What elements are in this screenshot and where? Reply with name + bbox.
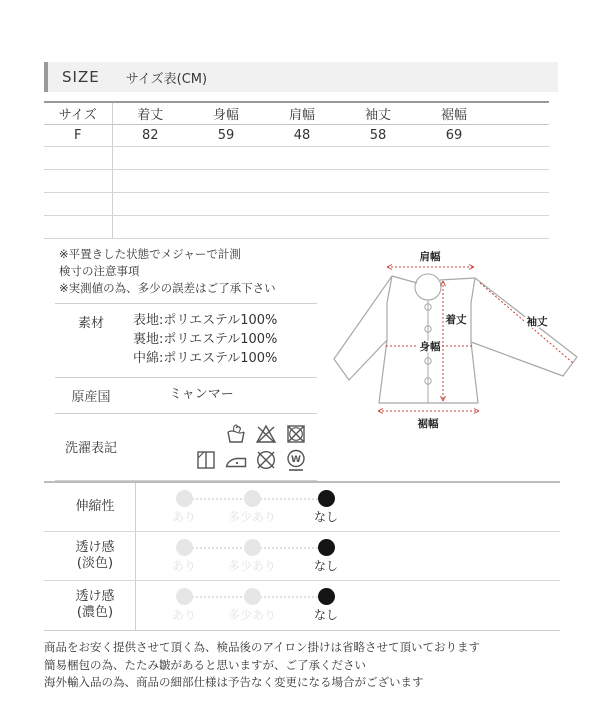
disclaimer-line: 商品をお安く提供させて頂く為、検品後のアイロン掛けは省略させて頂いております	[44, 639, 480, 654]
size-table-empty-row	[44, 215, 549, 238]
col-header-sleeve: 袖丈	[340, 102, 416, 124]
garment-outline	[334, 274, 577, 403]
cell-length: 82	[112, 124, 188, 146]
col-header-filler	[492, 102, 549, 124]
label-hem-width: 裾幅	[417, 417, 439, 430]
scale-option-ari	[146, 588, 222, 623]
col-header-hem: 裾幅	[416, 102, 492, 124]
scale-dot	[244, 588, 261, 605]
label-length: 着丈	[445, 313, 467, 326]
laundry-label: 洗濯表記	[64, 441, 117, 457]
label-body-width: 身幅	[419, 340, 441, 353]
measure-arrows	[378, 264, 573, 413]
rating-row-stretch	[44, 483, 560, 532]
material-outer: 表地:ポリエステル100%	[133, 313, 278, 329]
shade-line-dry-icon	[193, 448, 219, 472]
rating-scale-stretch	[136, 483, 436, 532]
scale-option-label: なし	[313, 607, 338, 622]
material-lining: 裏地:ポリエステル100%	[133, 332, 278, 348]
note-line: ※実測値の為、多少の誤差はご了承下さい	[59, 281, 276, 295]
col-header-bodywidth: 身幅	[188, 102, 264, 124]
rating-sublabel-text: (淡色)	[76, 555, 114, 571]
note-line: ※平置きした状態でメジャーで計測	[59, 246, 241, 261]
scale-option-label: あり	[171, 509, 196, 524]
rating-label-sheer-light	[55, 532, 136, 580]
spec-area	[44, 239, 560, 481]
cell-bodywidth: 59	[188, 124, 264, 146]
origin-value: ミャンマー	[169, 386, 234, 402]
scale-dot-selected	[318, 490, 335, 507]
ratings-table	[44, 481, 560, 631]
size-header-ja: サイズ表(CM)	[125, 71, 208, 87]
label-shoulder-width: 肩幅	[419, 250, 441, 263]
rating-label-text: 伸縮性	[75, 498, 115, 514]
size-table-empty-row	[44, 169, 549, 192]
size-table-empty-row	[44, 192, 549, 215]
scale-option-nashi-selected	[288, 588, 364, 623]
scale-option-tashou	[214, 539, 290, 574]
scale-option-label: 多少あり	[227, 558, 276, 573]
scale-option-label: 多少あり	[227, 509, 276, 524]
scale-option-ari	[146, 539, 222, 574]
material-value	[127, 312, 277, 369]
rating-row-sheer-dark	[44, 581, 560, 630]
size-header-en: SIZE	[62, 68, 100, 86]
size-table-empty-row	[44, 146, 549, 169]
scale-dot	[244, 539, 261, 556]
size-table-row-f	[44, 124, 549, 146]
scale-option-label: なし	[313, 509, 338, 524]
scale-dot	[244, 490, 261, 507]
scale-option-tashou	[214, 588, 290, 623]
cell-shoulder: 48	[264, 124, 340, 146]
scale-option-nashi-selected	[288, 490, 364, 525]
disclaimer-line: 簡易梱包の為、たたみ皺があると思いますが、ご了承ください	[44, 657, 366, 672]
scale-dot-selected	[318, 539, 335, 556]
iron-low-icon	[223, 448, 249, 472]
scale-option-label: なし	[313, 558, 338, 573]
rating-label-stretch	[55, 483, 136, 531]
label-sleeve-length: 袖丈	[526, 315, 548, 328]
rating-scale-sheer-dark	[136, 581, 436, 630]
rating-label-sheer-dark	[55, 581, 136, 630]
disclaimer-text	[44, 639, 560, 692]
hand-wash-icon	[223, 422, 249, 446]
no-dry-clean-icon	[253, 448, 279, 472]
wet-clean-icon	[283, 448, 309, 472]
scale-option-ari	[146, 490, 222, 525]
col-header-size: サイズ	[44, 102, 112, 124]
col-header-length: 着丈	[112, 102, 188, 124]
scale-dot	[176, 539, 193, 556]
cell-hem: 69	[416, 124, 492, 146]
scale-option-nashi-selected	[288, 539, 364, 574]
cell-sleeve: 58	[340, 124, 416, 146]
col-header-shoulder: 肩幅	[264, 102, 340, 124]
rating-row-sheer-light	[44, 532, 560, 581]
scale-option-label: あり	[171, 558, 196, 573]
laundry-row	[55, 414, 317, 481]
rating-label-text: 透け感	[75, 589, 115, 605]
no-bleach-icon	[253, 422, 279, 446]
size-table	[44, 101, 549, 239]
origin-row	[55, 378, 317, 414]
rating-scale-sheer-light	[136, 532, 436, 581]
rating-sublabel-text: (濃色)	[76, 605, 114, 621]
material-padding: 中綿:ポリエステル100%	[133, 350, 278, 366]
rating-label-text: 透け感	[75, 539, 115, 555]
scale-dot	[176, 490, 193, 507]
note-line: 検寸の注意事項	[59, 263, 140, 278]
size-section-header	[44, 62, 558, 92]
scale-option-label: 多少あり	[227, 607, 276, 622]
cell-size: F	[44, 124, 112, 146]
measurement-notes	[55, 239, 317, 305]
no-tumble-dry-icon	[283, 422, 309, 446]
scale-dot	[176, 588, 193, 605]
size-table-header-row	[44, 102, 549, 124]
svg-text:W: W	[291, 454, 301, 465]
disclaimer-line: 海外輸入品の為、商品の細部仕様は予告なく変更になる場合がございます	[44, 675, 424, 690]
scale-option-label: あり	[171, 607, 196, 622]
origin-label: 原産国	[71, 389, 111, 405]
scale-option-tashou	[214, 490, 290, 525]
garment-measure-diagram	[330, 243, 600, 447]
material-label: 素材	[77, 316, 104, 332]
laundry-icons	[127, 422, 309, 472]
material-row	[55, 304, 317, 378]
scale-dot-selected	[318, 588, 335, 605]
